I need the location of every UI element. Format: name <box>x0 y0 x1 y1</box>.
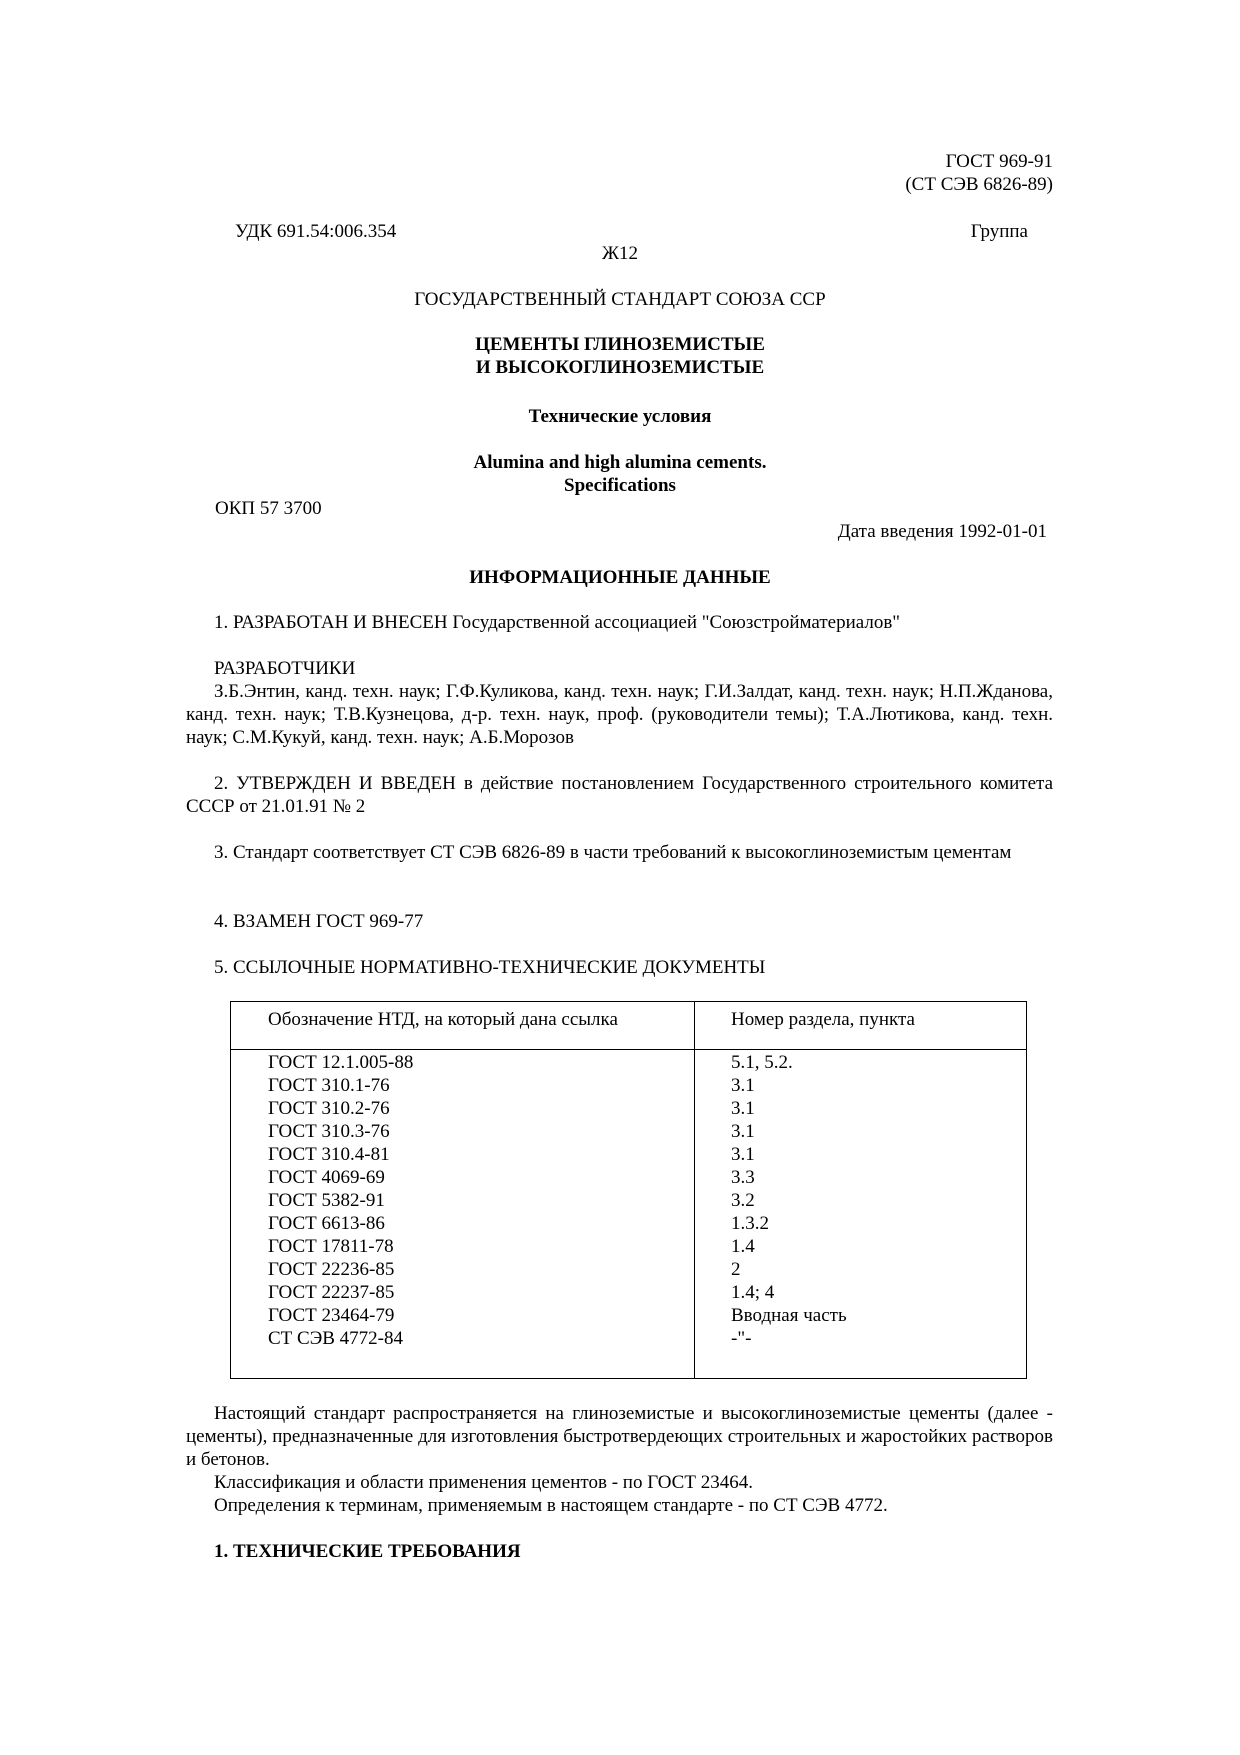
table-row-section: Вводная часть <box>731 1305 847 1326</box>
info-item-5: 5. ССЫЛОЧНЫЕ НОРМАТИВНО-ТЕХНИЧЕСКИЕ ДОКУМЕНТЫ <box>214 957 766 978</box>
table-header-cell <box>231 1002 695 1050</box>
table-row-section: 3.1 <box>731 1098 755 1119</box>
title-line-2: И ВЫСОКОГЛИНОЗЕМИСТЫЕ <box>475 357 765 378</box>
table-row-doc: ГОСТ 310.1-76 <box>268 1075 390 1096</box>
table-row-doc: ГОСТ 23464-79 <box>268 1305 395 1326</box>
title-line-1: ЦЕМЕНТЫ ГЛИНОЗЕМИСТЫЕ <box>475 334 765 355</box>
table-row-section: 1.4 <box>731 1236 755 1257</box>
okp-code: ОКП 57 3700 <box>215 498 322 519</box>
table-row-section: 1.3.2 <box>731 1213 769 1234</box>
developers-list: З.Б.Энтин, канд. техн. наук; Г.Ф.Куликова, канд. техн. наук; Г.И.Залдат, канд. техн. наук; Н.П.Жданова, канд. техн. наук; Т.В.Кузнецова, д-р. техн. наук, проф. (руководители темы); Т.А.Лютикова, канд. техн. наук; С.М.Кукуй, канд. техн. наук; А.Б.Морозов <box>186 681 1053 748</box>
col1-header: Обозначение НТД, на который дана ссылка <box>268 1009 618 1030</box>
table-row-section: 5.1, 5.2. <box>731 1052 793 1073</box>
english-title-line-2: Specifications <box>564 475 676 496</box>
english-title-line-1: Alumina and high alumina cements. <box>473 452 767 473</box>
table-row-doc: ГОСТ 17811-78 <box>268 1236 394 1257</box>
table-row-section: 3.1 <box>731 1144 755 1165</box>
table-row-doc: СТ СЭВ 4772-84 <box>268 1328 403 1349</box>
table-row-doc: ГОСТ 310.4-81 <box>268 1144 390 1165</box>
table-row-doc: ГОСТ 4069-69 <box>268 1167 385 1188</box>
subtitle: Технические условия <box>528 406 712 427</box>
table-row-section: 1.4; 4 <box>731 1282 775 1303</box>
table-docs-cell <box>231 1050 695 1379</box>
info-item-3: 3. Стандарт соответствует СТ СЭВ 6826-89 в части требований к высокоглиноземистым цементам <box>214 842 1012 863</box>
table-row-section: 3.1 <box>731 1075 755 1096</box>
table-row-section: 2 <box>731 1259 741 1280</box>
gost-number: ГОСТ 969-91 <box>945 151 1053 172</box>
table-row-doc: ГОСТ 310.3-76 <box>268 1121 390 1142</box>
group-label: Группа <box>970 221 1028 242</box>
udk-code: УДК 691.54:006.354 <box>235 221 397 242</box>
introduction-date: Дата введения 1992-01-01 <box>837 521 1047 542</box>
table-row-doc: ГОСТ 5382-91 <box>268 1190 385 1211</box>
table-row-section: 3.1 <box>731 1121 755 1142</box>
reference-documents-table <box>230 1001 1027 1379</box>
table-row-doc: ГОСТ 22237-85 <box>268 1282 395 1303</box>
definitions-paragraph: Определения к терминам, применяемым в настоящем стандарте - по СТ СЭВ 4772. <box>214 1495 888 1516</box>
developers-label: РАЗРАБОТЧИКИ <box>214 658 356 679</box>
table-row-section: -"- <box>731 1328 752 1349</box>
group-code: Ж12 <box>601 243 639 264</box>
state-standard-heading: ГОСУДАРСТВЕННЫЙ СТАНДАРТ СОЮЗА ССР <box>414 289 826 310</box>
section-1-heading: 1. ТЕХНИЧЕСКИЕ ТРЕБОВАНИЯ <box>214 1541 521 1562</box>
info-item-2: 2. УТВЕРЖДЕН И ВВЕДЕН в действие постановлением Государственного строительного комитета СССР от 21.01.91 № 2 <box>186 773 1053 817</box>
classification-paragraph: Классификация и области применения цементов - по ГОСТ 23464. <box>214 1472 753 1493</box>
table-row-doc: ГОСТ 6613-86 <box>268 1213 385 1234</box>
table-row-doc: ГОСТ 12.1.005-88 <box>268 1052 414 1073</box>
table-row-doc: ГОСТ 310.2-76 <box>268 1098 390 1119</box>
col2-header: Номер раздела, пункта <box>731 1009 915 1030</box>
table-header-cell <box>695 1002 1027 1050</box>
info-item-1: 1. РАЗРАБОТАН И ВНЕСЕН Государственной ассоциацией "Союзстройматериалов" <box>214 612 901 633</box>
info-heading: ИНФОРМАЦИОННЫЕ ДАННЫЕ <box>469 567 771 588</box>
table-sections-cell <box>695 1050 1027 1379</box>
info-item-4: 4. ВЗАМЕН ГОСТ 969-77 <box>214 911 424 932</box>
table-row-section: 3.3 <box>731 1167 755 1188</box>
st-sev-number: (СТ СЭВ 6826-89) <box>905 174 1053 195</box>
table-row-doc: ГОСТ 22236-85 <box>268 1259 395 1280</box>
table-row-section: 3.2 <box>731 1190 755 1211</box>
scope-paragraph: Настоящий стандарт распространяется на глиноземистые и высокоглиноземистые цементы (далее - цементы), предназначенные для изготовления быстротвердеющих строительных и жаростойких растворов и бетонов. <box>186 1403 1053 1470</box>
